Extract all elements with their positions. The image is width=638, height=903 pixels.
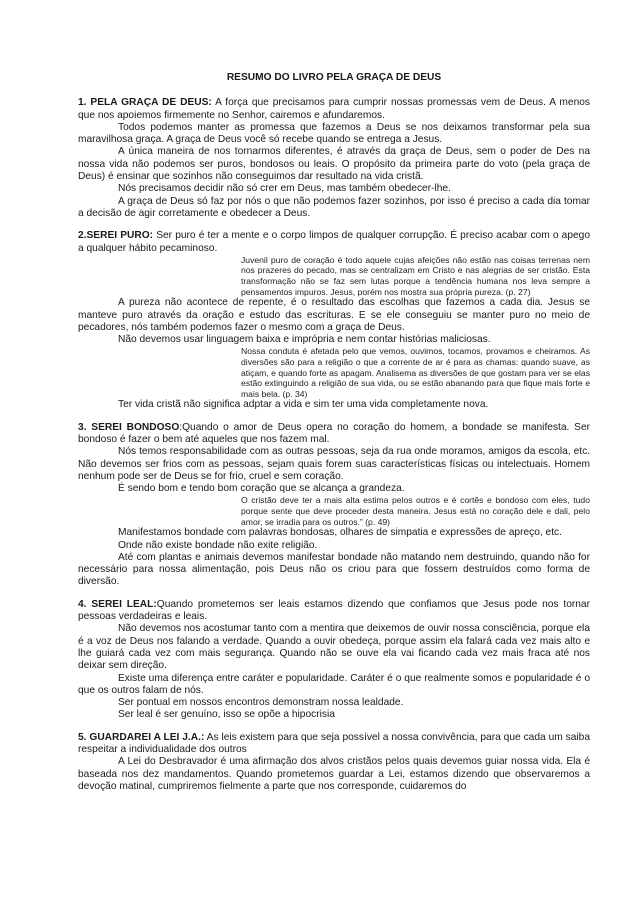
paragraph: Não devemos usar linguagem baixa e imprópria e nem contar histórias maliciosas. [118,334,491,346]
document-page [78,72,590,793]
paragraph: A única maneira de nos tornarmos diferentes, é através da graça de Deus, sem o poder de Des na nossa vida não podemos ser puros, bondosos ou leais. O propósito da primeira parte do voto (pela graça de Deus) é ensinar que sozinhos não conseguimos dar resultado na vida cristã. [78,146,590,183]
paragraph: Manifestamos bondade com palavras bondosas, olhares de simpatia e expressões de apreço, etc. [118,527,562,539]
paragraph: Onde não existe bondade não exite religião. [118,539,318,551]
paragraph: Ter vida cristã não significa adptar a vida e sim ter uma vida completamente nova. [118,399,489,411]
section-1-intro [78,97,590,122]
document-title: RESUMO DO LIVRO PELA GRAÇA DE DEUS [226,72,442,83]
section-5-intro [78,732,590,757]
section-5-heading: 5. GUARDAREI A LEI J.A.: [78,731,205,743]
section-2-intro-text: Ser puro é ter a mente e o corpo limpos de qualquer corrupção. É preciso acabar com o apego a qualquer hábito pecaminoso. [78,230,590,254]
paragraph: É sendo bom e tendo bom coração que se alcança a grandeza. [118,483,405,495]
section-3-intro [78,422,590,447]
paragraph: A pureza não acontece de repente, é o resultado das escolhas que fazemos a cada dia. Jesus se manteve puro através da oração e estudo das escrituras. E se ele conseguiu se manter puro no meio de pecadores, nós também podemos fazer o mesmo com a graça de Deus. [78,297,590,333]
paragraph: A Lei do Desbravador é uma afirmação dos alvos cristãos pelos quais devemos guiar nossa vida. Ela é baseada nos dez mandamentos. Quando prometemos guardar a Lei, estamos dizendo que observaremos a devoção matinal, cumpriremos fielmente a parte que nos corresponde, cuidaremos do [78,756,590,792]
section-3-heading: 3. SEREI BONDOSO [78,421,180,433]
paragraph: Existe uma diferença entre caráter e popularidade. Caráter é o que realmente somos e popularidade é o que os outros falam de nós. [78,672,590,696]
paragraph: Ser leal é ser genuíno, isso se opõe a hipocrisia [118,709,335,721]
paragraph: Nós temos responsabilidade com as outras pessoas, seja da rua onde moramos, amigos da escola, etc. Não devemos ser frios com as pessoas, sejam quais forem suas características físicas ou intelectuais. Homem nenhum pode ser de Deus se for frio, cruel e sem coração. [78,446,590,482]
paragraph: A graça de Deus só faz por nós o que não podemos fazer sozinhos, por isso é preciso a cada dia tomar a decisão de agir corretamente e obedecer a Deus. [78,195,590,219]
section-4-intro-text: Quando prometemos ser leais estamos dizendo que confiamos que Jesus pode nos tornar pessoas verdadeiras e leais. [78,598,590,623]
section-1-heading: 1. PELA GRAÇA DE DEUS: [78,97,212,109]
section-2-intro [78,230,590,255]
section-2-heading: 2.SEREI PURO: [78,230,154,242]
section-3-intro-text: :Quando o amor de Deus opera no coração do homem, a bondade se manifesta. Ser bondoso é fazer o bem até aqueles que nos fazem mal. [78,421,590,445]
section-1-intro-text: A força que precisamos para cumprir nossas promessas vem de Deus. A menos que nos apoiemos firmemente no Senhor, cairemos e afundaremos. [78,97,590,121]
paragraph: Todos podemos manter as promessa que fazemos a Deus se nos deixamos transformar pela sua maravilhosa graça. A graça de Deus você só recebe quando se entrega a Jesus. [78,121,590,146]
section-4-heading: 4. SEREI LEAL: [78,598,157,610]
block-quote: Nossa conduta é afetada pelo que vemos, ouvimos, tocamos, provamos e cheiramos. As diversões são para a religião o que a corrente de ar é para as chamas: quando suave, as atiçam, e quando forte as apagam. Analisema as diversões de que gostam para ver se elas estão extinguindo a religião de sua vida, ou se estão abanando para que fique mais forte e mais bela. (p. 34) [241,346,590,399]
paragraph: Não devemos nos acostumar tanto com a mentira que deixemos de ouvir nossa consciência, porque ela é a voz de Deus nos falando a verdade. Quando a ouvir obedeça, porque assim ela falará cada vez mais alto e lhe guiará cada vez com mais segurança. Quando não se ouve ela vai ficando cada vez mais fraca até nos deixar sem direção. [78,623,590,672]
section-4-intro [78,599,590,624]
block-quote: Juvenil puro de coração é todo aquele cujas afeições não estão nas coisas terrenas nem nos prazeres do pecado, mas se centralizam em Cristo e nas alegrias de ser cristão. Esta transformação não se faz sem lutas porque a tendência humana nos leva sempre a pensamentos impuros. Jesus, porém nos mostra sua própria pureza. (p. 27) [241,254,590,297]
paragraph: Nós precisamos decidir não só crer em Deus, mas também obedecer-lhe. [118,183,451,195]
block-quote: O cristão deve ter a mais alta estima pelos outros e é cortês e bondoso com eles, tudo porque sente que deve proceder desta maneira. Jesus está no coração dele e dali, pelo amor, se irradia para os outros.” (p. 49) [241,495,590,527]
section-5-intro-text: As leis existem para que seja possível a nossa convivência, para que cada um saiba respeitar a individualidade dos outros [78,731,590,755]
paragraph: Até com plantas e animais devemos manifestar bondade não matando nem destruindo, quando não for necessário para nossa alimentação, pois Deus não os criou para que fossem destruídos como forma de diversão. [78,551,590,588]
paragraph: Ser pontual em nossos encontros demonstram nossa lealdade. [118,697,404,709]
